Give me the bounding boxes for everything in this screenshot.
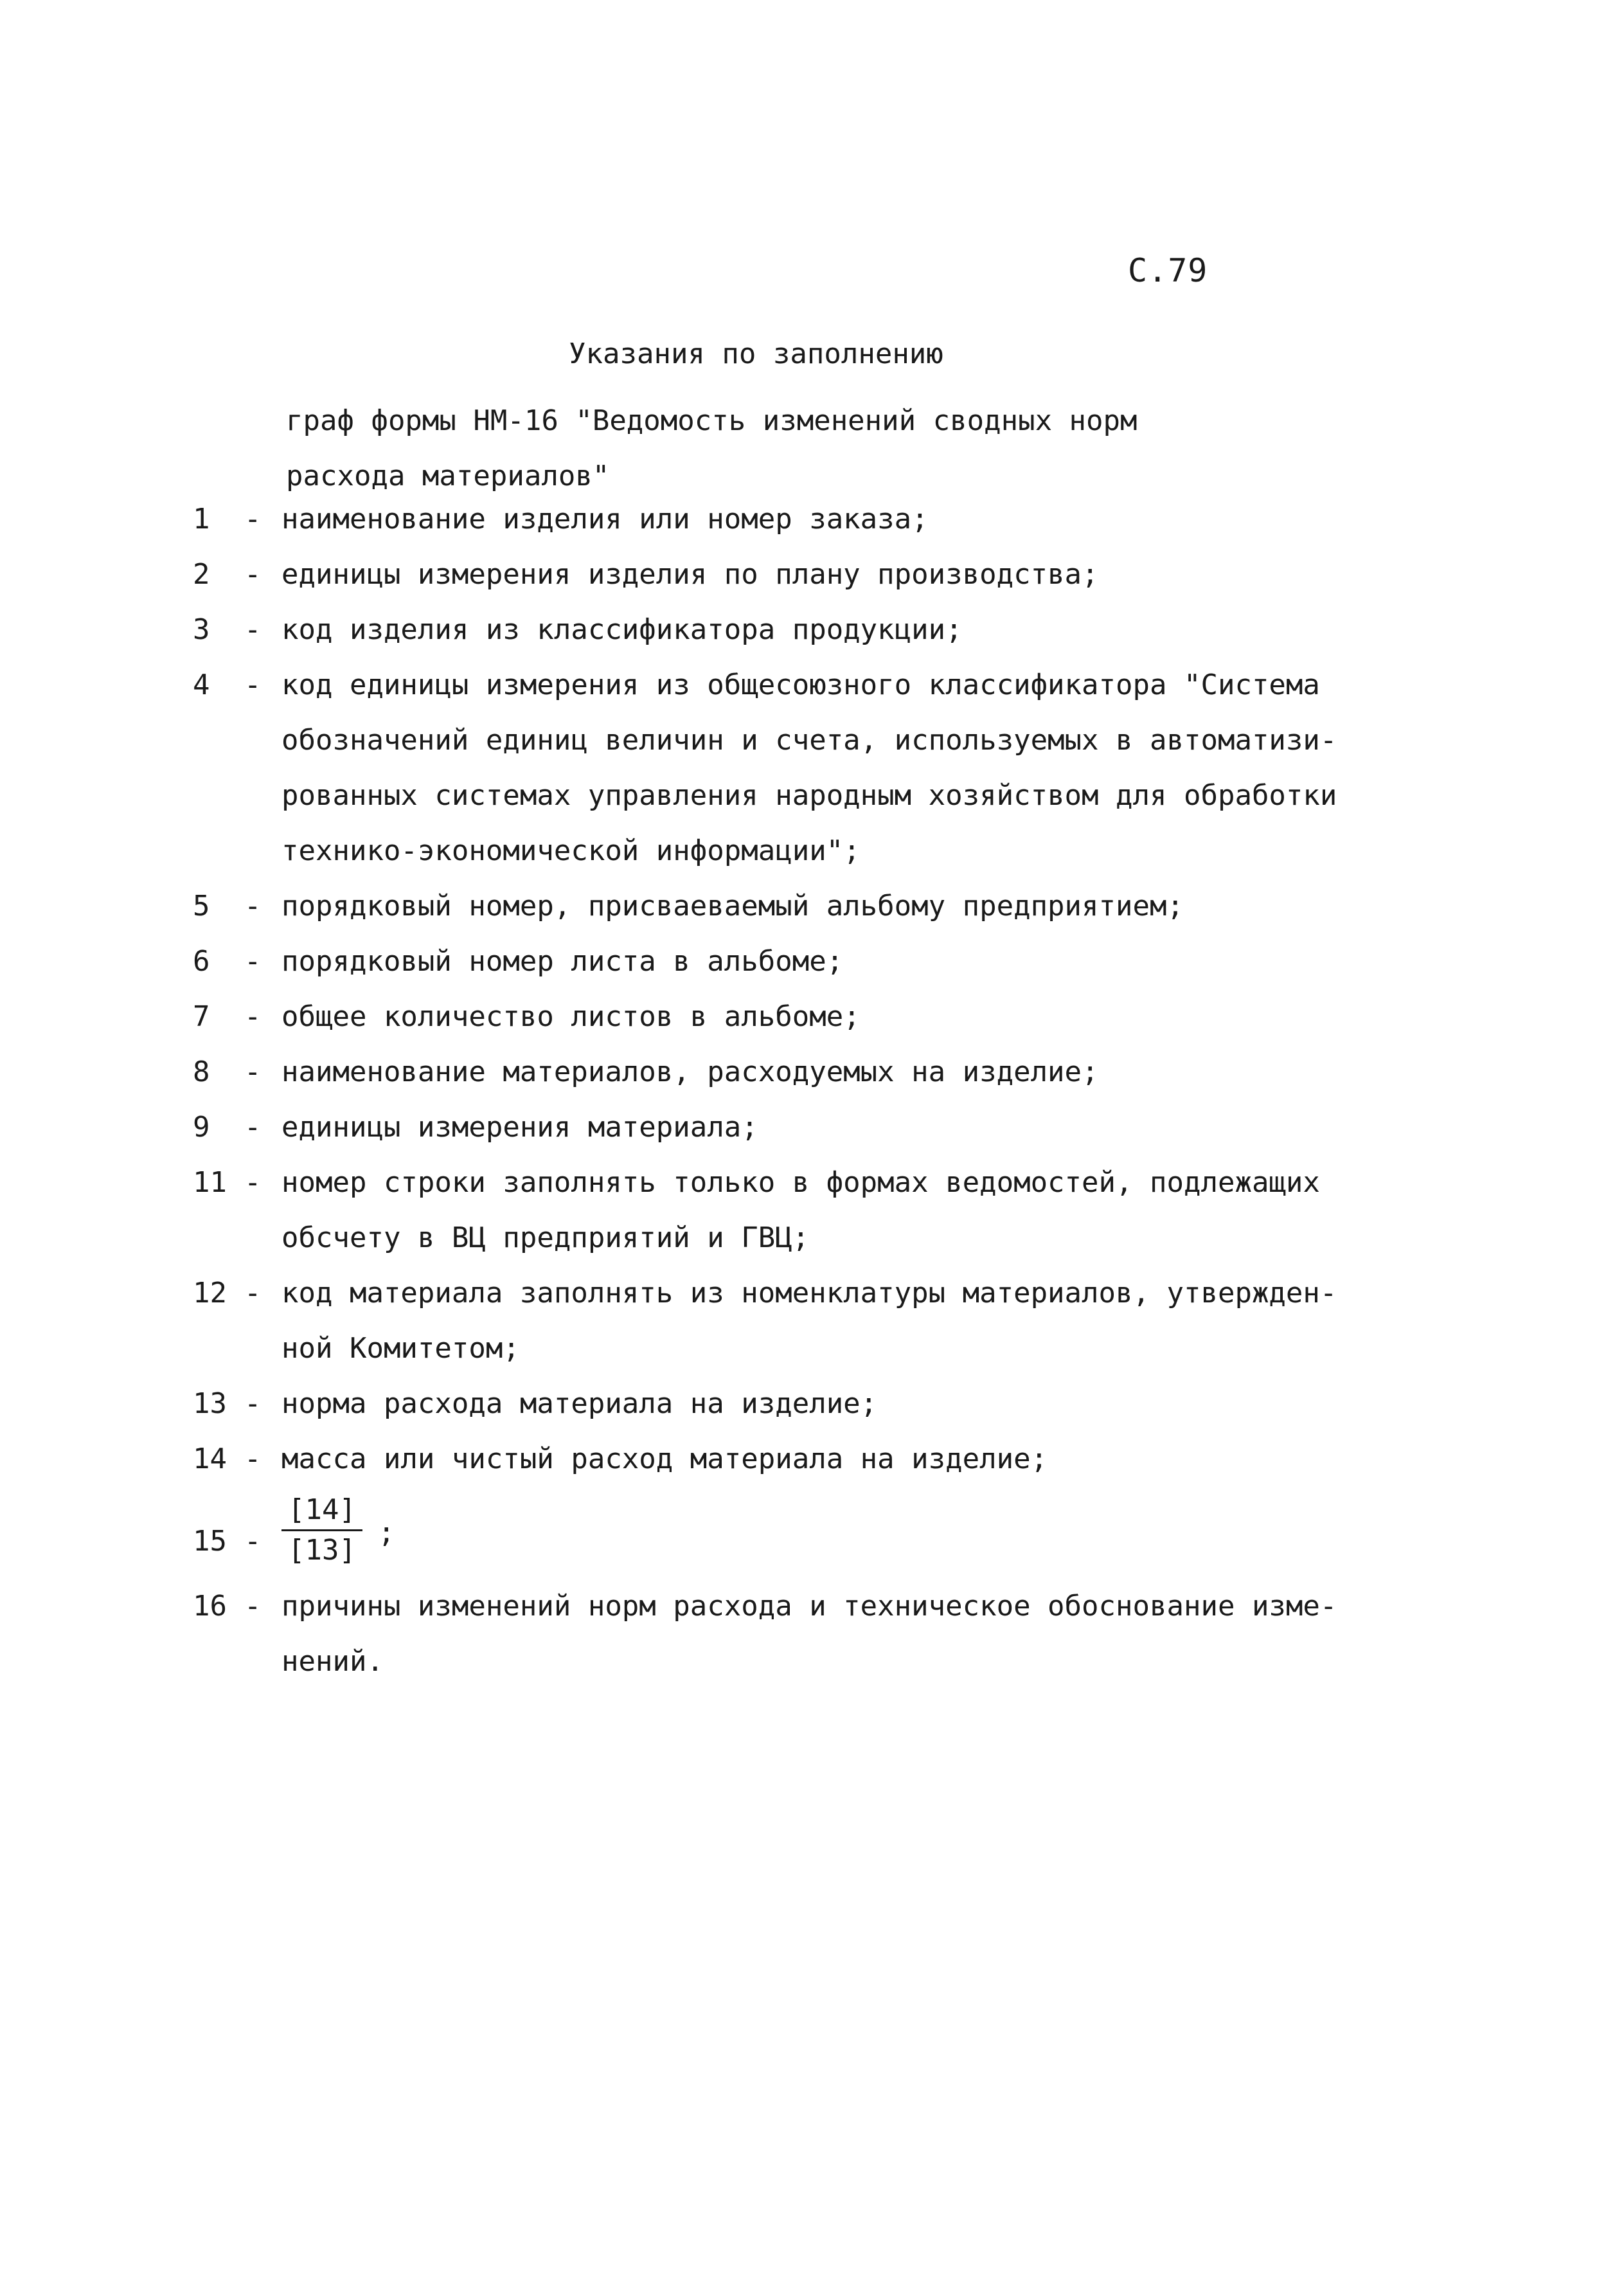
item-text: норма расхода материала на изделие;: [281, 1387, 878, 1420]
list-item: [193, 1155, 1401, 1266]
instructions-list: [193, 492, 1401, 1689]
item-dash: -: [244, 503, 262, 535]
item-text: номер строки заполнять только в формах ведомостей, подлежащих обсчету в ВЦ предприятий и ГВЦ;: [281, 1166, 1320, 1254]
item-number: 1: [193, 503, 210, 535]
item-text: наименование материалов, расходуемых на изделие;: [281, 1056, 1099, 1088]
item-dash: -: [244, 1166, 262, 1199]
item-number: 3: [193, 613, 210, 646]
item-number: 14: [193, 1443, 227, 1475]
item-dash: -: [244, 1277, 262, 1309]
list-item: [193, 1376, 1401, 1432]
list-item: [193, 879, 1401, 934]
fraction: [281, 1491, 362, 1570]
item-number: 16: [193, 1590, 227, 1623]
page-title: Указания по заполнению: [569, 337, 943, 370]
item-dash: -: [244, 1000, 262, 1033]
item-text: порядковый номер, присваеваемый альбому предприятием;: [281, 890, 1184, 922]
item-text: код материала заполнять из номенклатуры материалов, утвержден- ной Комитетом;: [281, 1277, 1337, 1365]
list-item: [193, 1266, 1401, 1376]
item-dash: -: [244, 1590, 262, 1623]
list-item: [193, 1100, 1401, 1155]
item-number: 15: [193, 1525, 227, 1558]
item-dash: -: [244, 558, 262, 591]
list-item: [193, 602, 1401, 658]
fraction-numerator: [14]: [281, 1491, 362, 1531]
item-number: 13: [193, 1387, 227, 1420]
item-text: единицы измерения изделия по плану производства;: [281, 558, 1099, 591]
item-text: причины изменений норм расхода и техническое обоснование изме- нений.: [281, 1590, 1337, 1678]
item-dash: -: [244, 1056, 262, 1088]
item-number: 6: [193, 945, 210, 978]
item-dash: -: [244, 613, 262, 646]
fraction-denominator: [13]: [288, 1534, 356, 1567]
item-dash: -: [244, 945, 262, 978]
item-number: 11: [193, 1166, 227, 1199]
list-item: [193, 1432, 1401, 1487]
item-text: порядковый номер листа в альбоме;: [281, 945, 844, 978]
list-item: [193, 1045, 1401, 1100]
item-dash: -: [244, 1443, 262, 1475]
item-number: 5: [193, 890, 210, 922]
list-item: [193, 547, 1401, 602]
item-dash: -: [244, 1387, 262, 1420]
item-number: 8: [193, 1056, 210, 1088]
item-number: 9: [193, 1111, 210, 1144]
list-item: [193, 934, 1401, 989]
item-text: единицы измерения материала;: [281, 1111, 758, 1144]
list-item: [193, 989, 1401, 1045]
subheading-line: граф формы НМ-16 "Ведомость изменений сводных норм: [286, 404, 1138, 437]
list-item: [193, 492, 1401, 547]
item-number: 2: [193, 558, 210, 591]
item-dash: -: [244, 1525, 262, 1558]
item-fraction: [281, 1493, 1401, 1570]
item-number: 4: [193, 669, 210, 701]
item-dash: -: [244, 1111, 262, 1144]
subheading-line: расхода материалов": [286, 460, 610, 492]
fraction-suffix: ;: [377, 1516, 395, 1549]
item-text: общее количество листов в альбоме;: [281, 1000, 861, 1033]
item-dash: -: [244, 669, 262, 701]
item-text: код единицы измерения из общесоюзного классификатора "Система обозначений единиц величин и счета, используемых в автоматизи- рованных системах управления народным хозяйством для обработки технико-экономической информации";: [281, 669, 1337, 867]
page-number: С.79: [1128, 252, 1208, 289]
item-text: код изделия из классификатора продукции;: [281, 613, 963, 646]
subheading: [286, 393, 1138, 504]
item-text: масса или чистый расход материала на изделие;: [281, 1443, 1048, 1475]
list-item: [193, 658, 1401, 879]
item-text: наименование изделия или номер заказа;: [281, 503, 929, 535]
fraction-list-item: [193, 1493, 1401, 1570]
item-number: 7: [193, 1000, 210, 1033]
list-item: [193, 1579, 1401, 1689]
item-dash: -: [244, 890, 262, 922]
item-number: 12: [193, 1277, 227, 1309]
